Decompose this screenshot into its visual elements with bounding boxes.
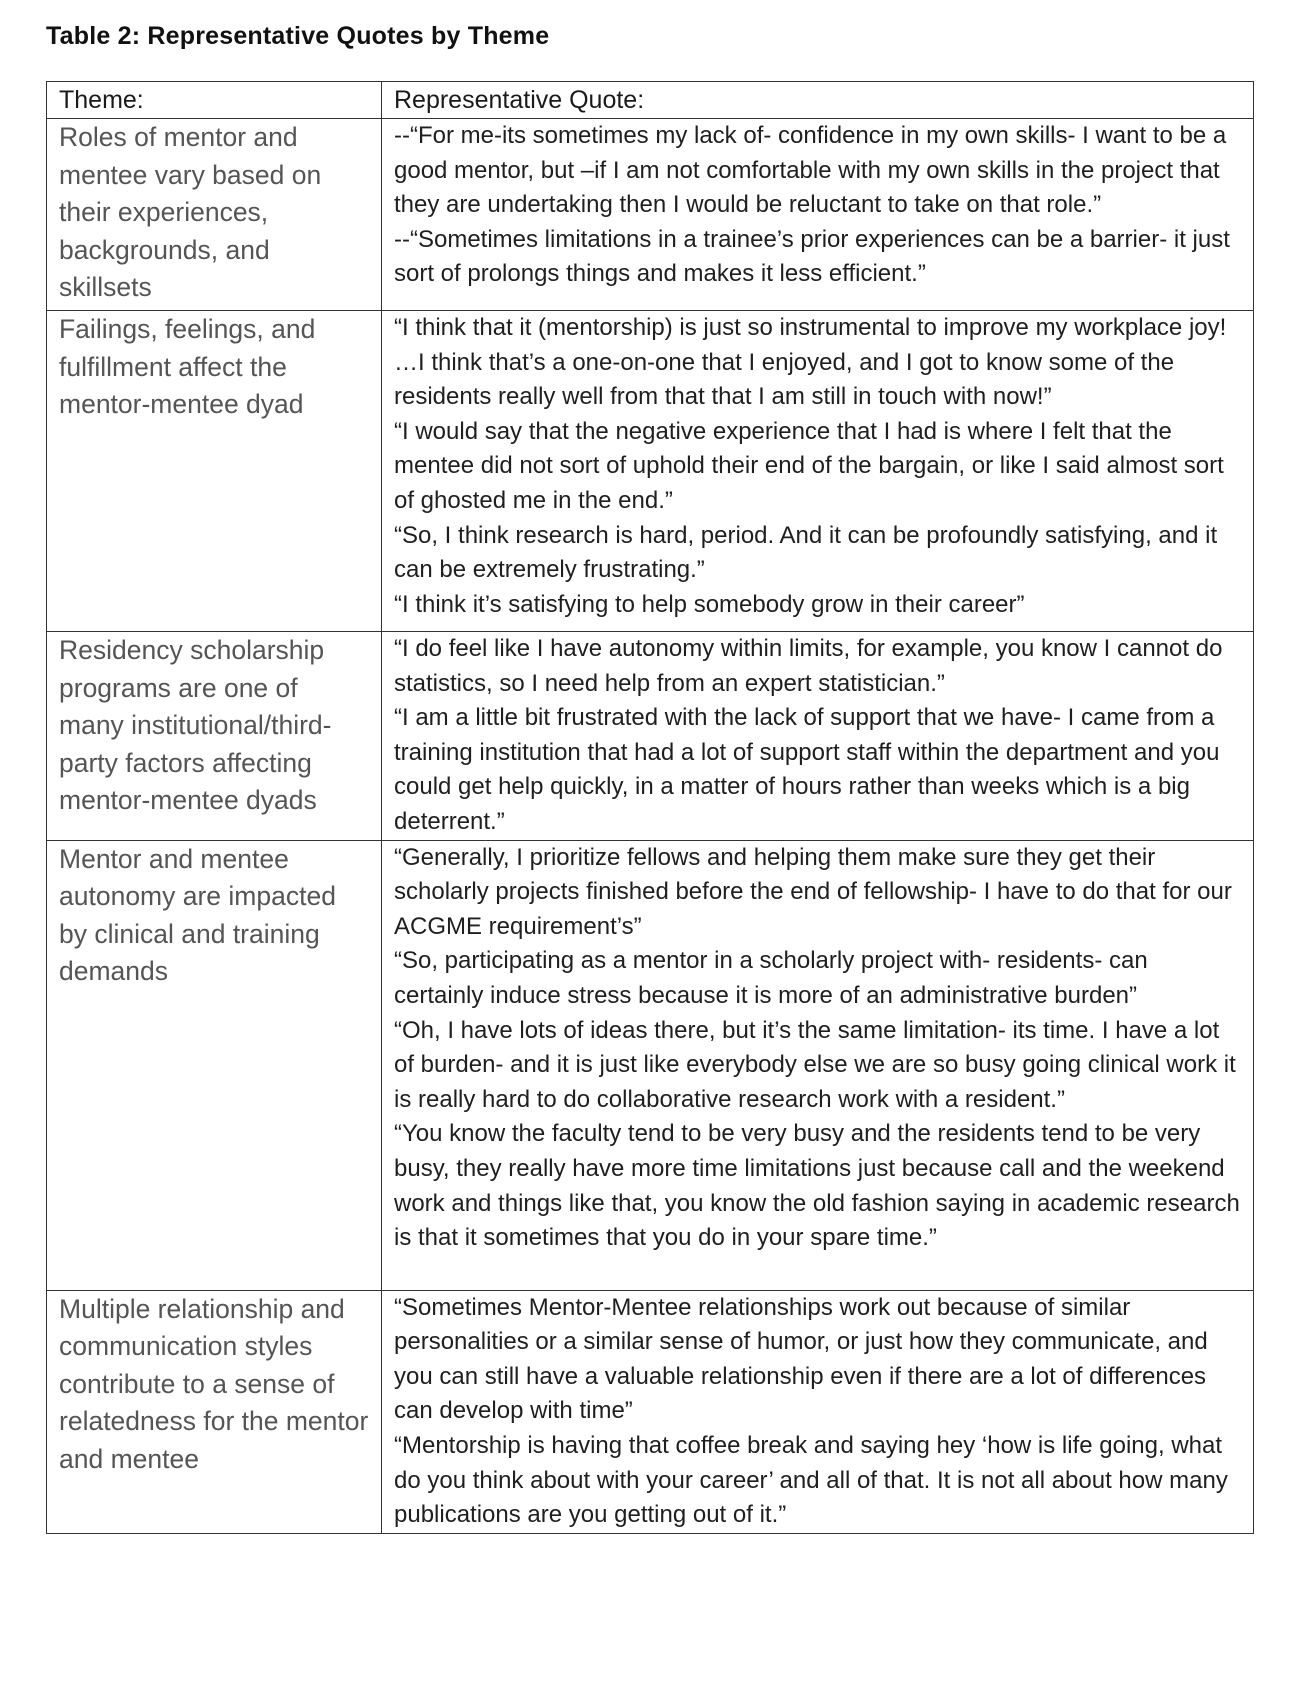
theme-cell: Residency scholarship programs are one of many institutional/third-party factors affecting mentor-mentee dyads [47,632,382,841]
quote: “Generally, I prioritize fellows and helping them make sure they get their scholarly projects finished before the end of fellowship- I have to do that for our ACGME requirement’s” [394,843,1232,940]
quote-cell [382,840,1254,1290]
header-theme: Theme: [47,82,382,119]
quote: “I am a little bit frustrated with the lack of support that we have- I came from a training institution that had a lot of support staff within the department and you could get help quickly, in a matter of hours rather than weeks which is a big deterrent.” [394,704,1220,835]
table-row [47,840,1254,1290]
quote: --“Sometimes limitations in a trainee’s prior experiences can be a barrier- it just sort of prolongs things and makes it less efficient.” [394,225,1230,288]
theme-cell: Mentor and mentee autonomy are impacted by clinical and training demands [47,840,382,1290]
theme-cell: Multiple relationship and communication styles contribute to a sense of relatedness for the mentor and mentee [47,1290,382,1533]
quote: “Oh, I have lots of ideas there, but it’s the same limitation- its time. I have a lot of burden- and it is just like everybody else we are so busy going clinical work it is really hard to do collaborative research work with a resident.” [394,1016,1236,1113]
theme-cell: Roles of mentor and mentee vary based on their experiences, backgrounds, and skillsets [47,119,382,311]
quote-cell [382,632,1254,841]
quote: --“For me-its sometimes my lack of- confidence in my own skills- I want to be a good mentor, but –if I am not comfortable with my own skills in the project that they are undertaking then I would be reluctant to take on that role.” [394,122,1227,219]
table-row [47,1290,1254,1533]
quote: “Mentorship is having that coffee break and saying hey ‘how is life going, what do you think about with your career’ and all of that. It is not all about how many publications are you getting out of it.” [394,1431,1228,1529]
quotes-table [46,81,1254,1534]
quote-cell [382,119,1254,311]
table-row [47,632,1254,841]
header-row [47,82,1254,119]
quote-cell [382,311,1254,632]
quote: “I do feel like I have autonomy within limits, for example, you know I cannot do statistics, so I need help from an expert statistician.” [394,635,1223,697]
theme-cell: Failings, feelings, and fulfillment affect the mentor-mentee dyad [47,311,382,632]
quote-cell [382,1290,1254,1533]
table-title: Table 2: Representative Quotes by Theme [46,22,550,50]
table-row [47,119,1254,311]
quote: “So, participating as a mentor in a scholarly project with- residents- can certainly induce stress because it is more of an administrative burden” [394,947,1148,1009]
quote: “I would say that the negative experience that I had is where I felt that the mentee did not sort of uphold their end of the bargain, or like I said almost sort of ghosted me in the end.” [394,417,1224,514]
quote: “So, I think research is hard, period. And it can be profoundly satisfying, and it can be extremely frustrating.” [394,521,1218,584]
quote: “Sometimes Mentor-Mentee relationships work out because of similar personalities or a similar sense of humor, or just how they communicate, and you can still have a valuable relationship even if there are a lot of differences can develop with time” [394,1293,1208,1425]
header-quote: Representative Quote: [382,82,1254,119]
quote: “I think that it (mentorship) is just so instrumental to improve my workplace joy! …I think that’s a one-on-one that I enjoyed, and I got to know some of the residents really well from that that I am still in touch with now!” [394,314,1227,411]
quote: “You know the faculty tend to be very busy and the residents tend to be very busy, they really have more time limitations just because call and the weekend work and things like that, you know the old fashion saying in academic research is that it sometimes that you do in your spare time.” [394,1120,1240,1252]
quote: “I think it’s satisfying to help somebody grow in their career” [394,590,1025,618]
table-row [47,311,1254,632]
